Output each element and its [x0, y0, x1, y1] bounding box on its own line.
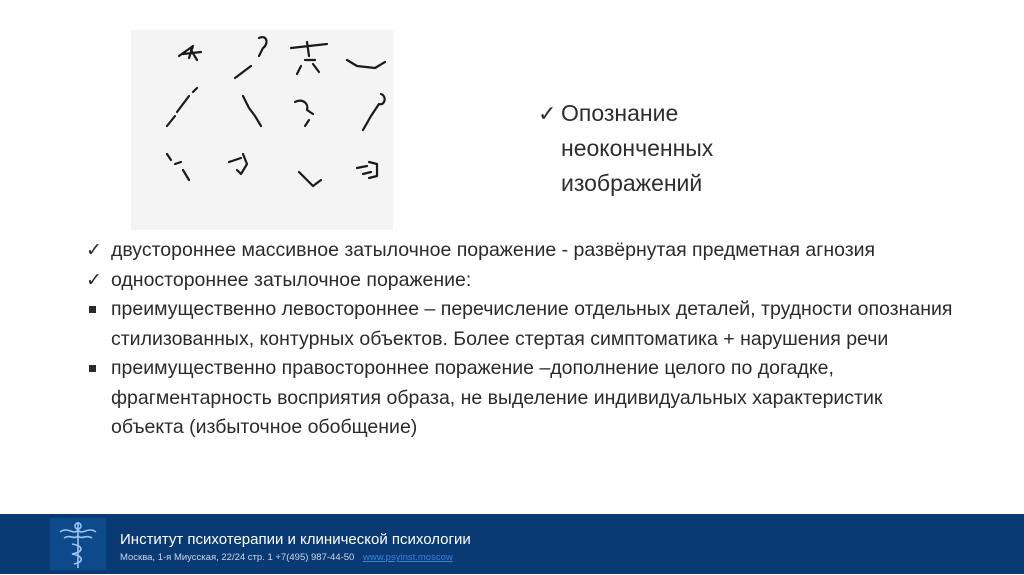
checkmark-icon: ✓: [86, 240, 102, 261]
checkmark-icon: ✓: [538, 101, 557, 126]
list-item-text: двустороннее массивное затылочное поражение - развёрнутая предметная агнозия: [111, 239, 876, 261]
address-text: Москва, 1-я Миусская, 22/24 стр. 1 +7(495) 987-44-50: [120, 552, 355, 563]
square-bullet-icon: [89, 306, 96, 313]
square-bullet-icon: [89, 365, 96, 372]
list-item-text: преимущественно правостороннее поражение –дополнение целого по догадке, фрагментарность восприятия образа, не выделение индивидуальных характеристик объекта (избыточное обобщение): [111, 357, 883, 438]
bullet-list: [86, 236, 956, 443]
institute-address: [120, 552, 453, 563]
list-item: [86, 295, 956, 354]
caduceus-logo-icon: [50, 518, 106, 570]
list-item: [86, 266, 956, 296]
incomplete-drawings-image: [131, 30, 393, 230]
checkmark-icon: ✓: [86, 269, 102, 291]
heading-text: Опознание неоконченных изображений: [561, 100, 714, 196]
list-item: [86, 236, 956, 266]
website-link[interactable]: www.psyinst.moscow: [362, 552, 453, 563]
list-item-text: одностороннее затылочное поражение:: [111, 268, 472, 291]
list-item-text: преимущественно левостороннее – перечисление отдельных деталей, трудности опознания стилизованных, контурных объектов. Более стертая симптоматика + нарушения речи: [111, 298, 953, 350]
slide-heading: [538, 96, 798, 201]
institute-name: Институт психотерапии и клинической психологии: [120, 531, 471, 548]
list-item: [86, 354, 956, 443]
broken-drawing-icon: [131, 30, 393, 230]
